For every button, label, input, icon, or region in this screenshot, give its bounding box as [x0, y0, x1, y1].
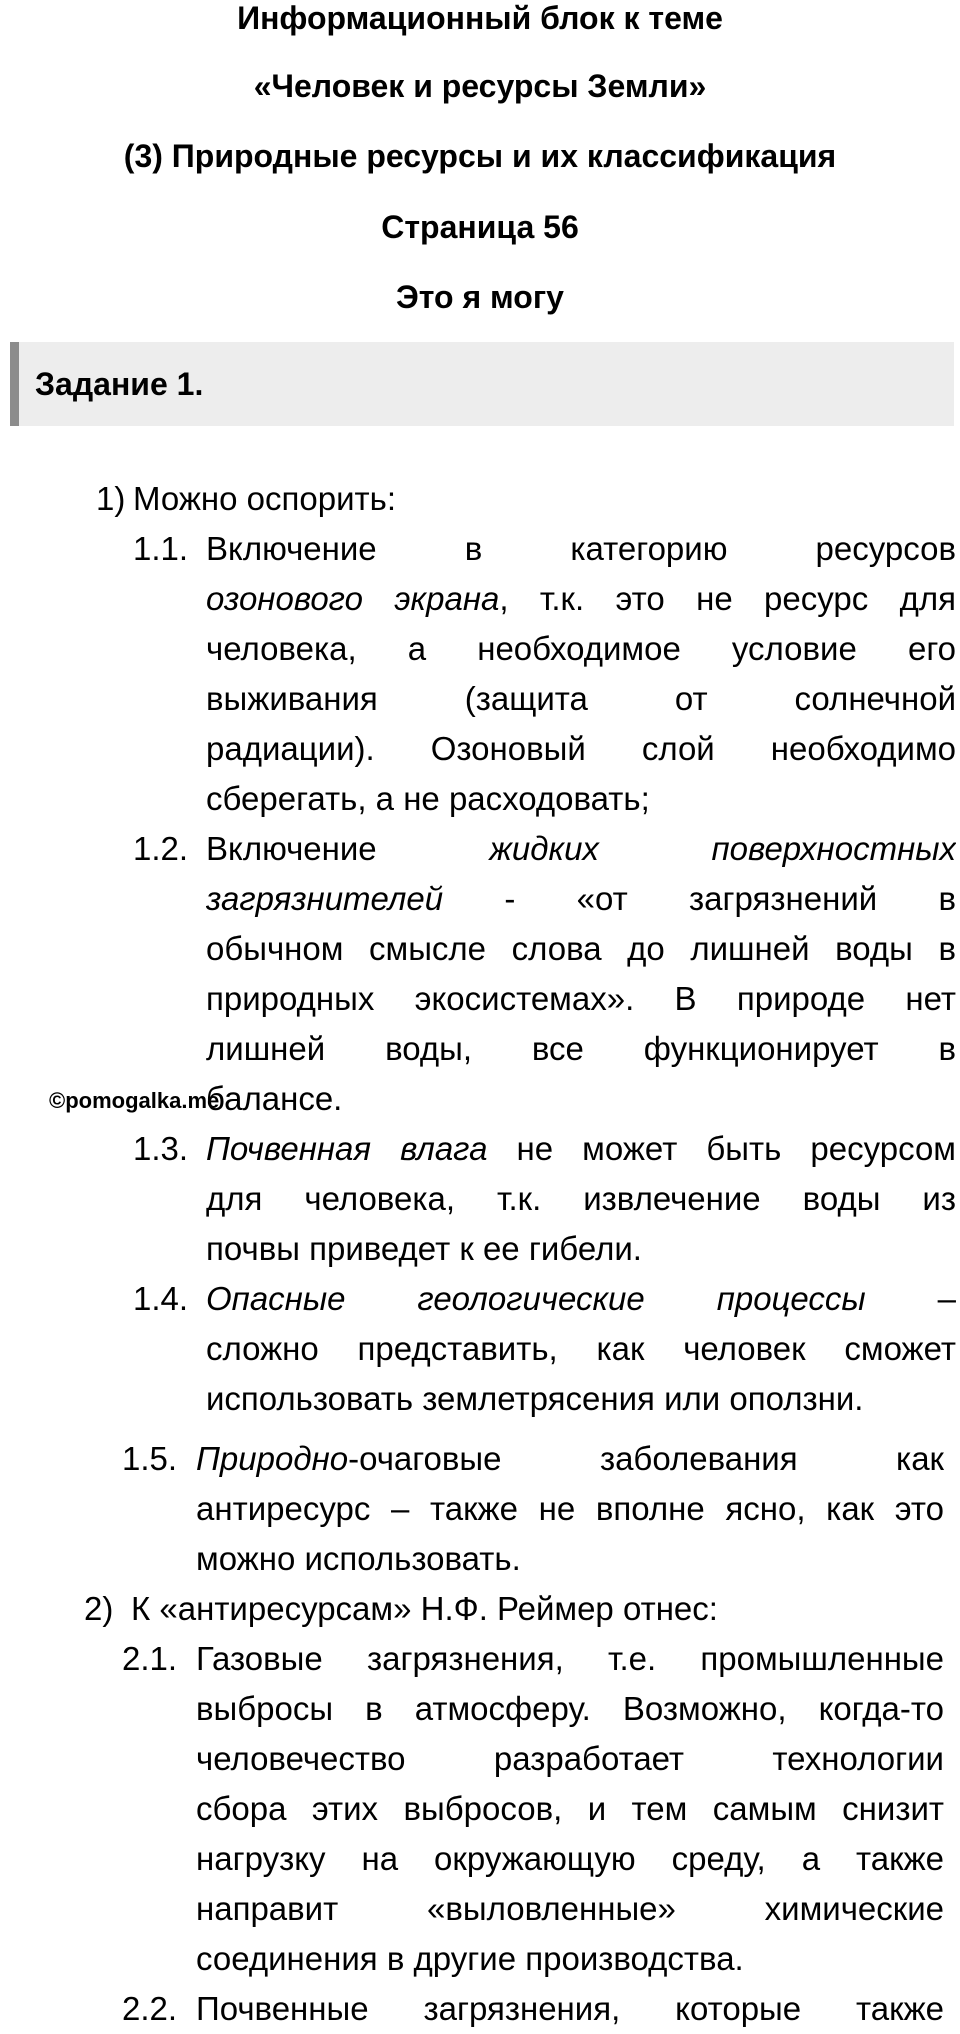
- text-line: выбросы в атмосферу. Возможно, когда-то: [196, 1690, 944, 1727]
- heading-line-1: Информационный блок к теме: [237, 0, 723, 36]
- italic-term: жидких поверхностных: [489, 830, 956, 867]
- item-1-3-text: [206, 1124, 956, 1274]
- text-line: обычном смысле слова до лишней воды в: [206, 930, 956, 967]
- text-line: можно использовать.: [196, 1540, 521, 1577]
- task-header-bar: [10, 342, 954, 426]
- text-line: Газовые загрязнения, т.е. промышленные: [196, 1640, 944, 1677]
- italic-term: озонового экрана: [206, 580, 500, 617]
- item-2-2-number: 2.2.: [122, 1990, 178, 2027]
- text-line: сложно представить, как человек сможет: [206, 1330, 956, 1367]
- text-line: соединения в другие производства.: [196, 1940, 744, 1977]
- item-1-3-number: 1.3.: [133, 1130, 189, 1167]
- text-line: балансе.: [206, 1080, 343, 1117]
- text-line: выживания (защита от солнечной: [206, 680, 956, 717]
- text-line: загрязнителей - «от загрязнений в: [206, 880, 956, 917]
- text-line: сберегать, а не расходовать;: [206, 780, 650, 817]
- text-line: Опасные геологические процессы –: [206, 1280, 956, 1317]
- text-line: Природно-очаговые заболевания как: [196, 1440, 944, 1477]
- text-line: Почвенная влага не может быть ресурсом: [206, 1130, 956, 1167]
- text-line: человека, а необходимое условие его: [206, 630, 956, 667]
- text-line: антиресурс – также не вполне ясно, как это: [196, 1490, 944, 1527]
- text-line: природных экосистемах». В природе нет: [206, 980, 956, 1017]
- item-1-4-number: 1.4.: [133, 1280, 189, 1317]
- text-line: Включение жидких поверхностных: [206, 830, 956, 867]
- text-line: почвы приведет к ее гибели.: [206, 1230, 642, 1267]
- text-line: направит «выловленные» химические: [196, 1890, 944, 1927]
- text-line: озонового экрана, т.к. это не ресурс для: [206, 580, 956, 617]
- task-title: Задание 1.: [35, 366, 204, 402]
- watermark: ©pomogalka.me: [49, 1088, 220, 1113]
- text-line: лишней воды, все функционирует в: [206, 1030, 956, 1067]
- text-line: нагрузку на окружающую среду, а также: [196, 1840, 944, 1877]
- item-1-5-number: 1.5.: [122, 1440, 178, 1477]
- italic-term: Природно: [196, 1440, 349, 1477]
- item-1-2-text: [206, 824, 956, 1124]
- text-line: для человека, т.к. извлечение воды из: [206, 1180, 956, 1217]
- item-1-1-number: 1.1.: [133, 530, 189, 567]
- text-line: использовать землетрясения или оползни.: [206, 1380, 864, 1417]
- item-1-4-text: [206, 1274, 956, 1424]
- text-line: человечество разработает технологии: [196, 1740, 944, 1777]
- item-1-5-text: [196, 1434, 944, 1584]
- text-line: Почвенные загрязнения, которые также: [196, 1990, 944, 2027]
- item-1-2-number: 1.2.: [133, 830, 189, 867]
- text-line: радиации). Озоновый слой необходимо: [206, 730, 956, 767]
- italic-term: Почвенная влага: [206, 1130, 488, 1167]
- section-2-intro: К «антиресурсам» Н.Ф. Реймер отнес:: [131, 1590, 718, 1627]
- item-2-1-number: 2.1.: [122, 1640, 178, 1677]
- section-1-intro: Можно оспорить:: [133, 480, 397, 517]
- item-2-2-text: [196, 1984, 944, 2034]
- item-1-1-text: [206, 524, 956, 824]
- italic-term: загрязнителей: [206, 880, 444, 917]
- section-2-number: 2): [84, 1590, 114, 1627]
- text-line: Включение в категорию ресурсов: [206, 530, 956, 567]
- heading-line-5: Это я могу: [396, 279, 564, 315]
- heading-line-4: Страница 56: [381, 209, 579, 245]
- text-line: сбора этих выбросов, и тем самым снизит: [196, 1790, 944, 1827]
- heading-line-3: (3) Природные ресурсы и их классификация: [123, 138, 837, 174]
- heading-line-2: «Человек и ресурсы Земли»: [253, 68, 707, 104]
- item-2-1-text: [196, 1634, 944, 1984]
- section-1-number: 1): [96, 480, 126, 517]
- italic-term: Опасные геологические процессы: [206, 1280, 866, 1317]
